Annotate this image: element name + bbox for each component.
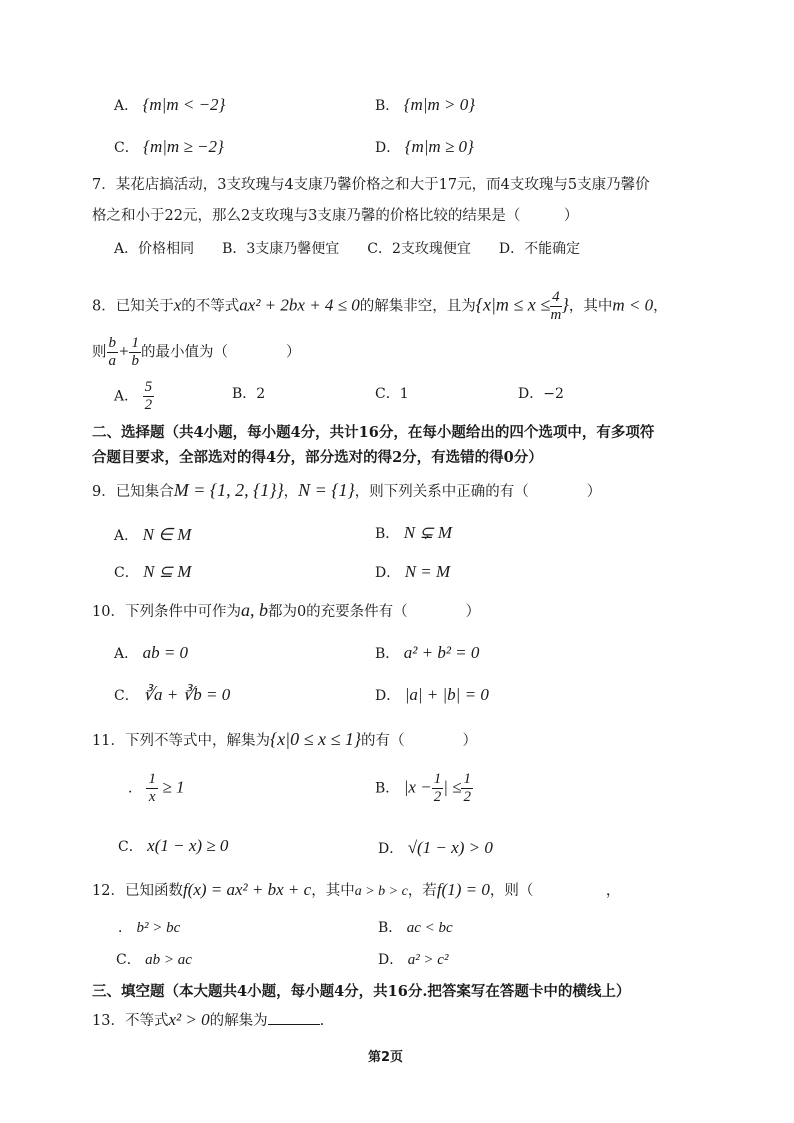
q11-option-b [375, 772, 473, 805]
q13-pre: 13．不等式 [92, 1013, 169, 1029]
q8-option-a [114, 380, 154, 413]
q10-vars: a, b [240, 600, 268, 620]
q8-plus: + [118, 341, 130, 361]
q11-option-c [118, 836, 228, 857]
q11-b-num: 1 [433, 771, 442, 787]
q11-option-b-label: B． [375, 780, 400, 797]
q10-option-a-label: A． [114, 646, 139, 662]
q12-pre: 12．已知函数 [92, 883, 183, 899]
q8-pre: 8．已知关于 [92, 298, 174, 315]
q12-option-c-math: ab > ac [145, 952, 192, 968]
q11-a-num: 1 [148, 771, 156, 787]
q11-a-rest: ≥ 1 [162, 777, 185, 797]
q9-option-a-label: A． [114, 528, 139, 544]
q8-a-num: 5 [144, 379, 153, 395]
q11-set: {x|0 ≤ x ≤ 1} [269, 729, 362, 749]
q8-option-a-fraction [143, 380, 155, 413]
q8-option-c: C．1 [375, 386, 409, 402]
q12-option-b-math: ac < bc [406, 920, 453, 936]
q8-comma: ， [653, 298, 668, 315]
q6-option-b-math: {m|m > 0} [403, 95, 476, 114]
q9-option-c-label: C． [114, 565, 139, 581]
q11-b-pre: |x − [403, 777, 432, 797]
q10-option-b [375, 643, 479, 664]
q11-b-num2: 1 [463, 771, 471, 787]
q9-option-d-label: D． [375, 565, 401, 581]
q6-option-b [375, 95, 475, 116]
q9-sep: ， [283, 484, 299, 500]
q12-option-d-math: a² > c² [407, 952, 449, 968]
q11-option-d [378, 838, 493, 859]
q8-stem-line2 [92, 336, 300, 369]
q8-f2-den: b [131, 353, 139, 369]
q8-a-den: 2 [144, 397, 153, 413]
q8-inequality: ax² + 2bx + 4 ≤ 0 [239, 295, 360, 315]
q8-line2-pre: 则 [92, 344, 107, 361]
q12-option-d-label: D． [378, 952, 404, 968]
q6-option-d-math: {m|m ≥ 0} [404, 137, 474, 156]
q10-stem [92, 600, 480, 623]
q9-option-d-math: N = M [404, 562, 451, 581]
q12-option-b-label: B． [378, 920, 403, 936]
q10-option-a-math: ab = 0 [142, 643, 189, 662]
q11-option-c-math: x(1 − x) ≥ 0 [147, 836, 229, 855]
q11-option-c-label: C． [118, 839, 143, 855]
q11-option-d-label: D． [378, 841, 404, 857]
q13-end: . [319, 1013, 325, 1029]
q8-fraction-1-over-b [129, 336, 141, 369]
q6-option-a-math: {m|m < −2} [142, 95, 226, 114]
q10-post: 都为0的充要条件有（ ） [267, 604, 481, 620]
section2-heading-line2: 合题目要求，全部选对的得4分，部分选对的得2分，有选错的得0分） [92, 449, 543, 466]
q6-option-c-math: {m|m ≥ −2} [143, 137, 224, 156]
q12-mid: ，其中 [311, 883, 355, 899]
q8-f2-num: 1 [131, 335, 139, 351]
q12-condition2: f(1) = 0 [436, 880, 490, 899]
q6-option-b-label: B． [375, 98, 400, 114]
q10-pre: 10．下列条件中可作为 [92, 604, 241, 620]
q9-option-b [375, 523, 452, 544]
q7-options: A．价格相同 B．3支康乃馨便宜 C．2支玫瑰便宜 D．不能确定 [114, 241, 581, 257]
q8-set-fraction [550, 290, 562, 323]
q8-mid: 的不等式 [181, 298, 240, 315]
q10-option-d-math: |a| + |b| = 0 [404, 685, 489, 704]
q11-pre: 11．下列不等式中，解集为 [92, 733, 270, 749]
q12-option-a-math: b² > bc [136, 920, 181, 936]
q11-b-fraction [432, 772, 444, 805]
q8-frac-den: m [550, 307, 562, 323]
q8-line2-post: 的最小值为（ ） [140, 344, 301, 361]
q6-option-c-label: C． [114, 140, 139, 156]
q10-option-c [114, 685, 230, 706]
page-number: 第2页 [368, 1050, 404, 1065]
q6-option-d-label: D． [375, 140, 401, 156]
q12-option-c [116, 950, 192, 970]
q8-mid2: 的解集非空，且为 [359, 298, 476, 315]
q13-stem [92, 1010, 324, 1032]
q6-option-a [114, 95, 225, 116]
q9-set-n: N = {1} [298, 480, 355, 500]
q9-option-c [114, 562, 191, 583]
q10-option-c-label: C． [114, 688, 139, 704]
q8-f1-num: b [108, 335, 116, 351]
q8-f1-den: a [108, 353, 116, 369]
q8-condition: m < 0 [612, 295, 654, 315]
q8-option-d: D．−2 [518, 386, 564, 402]
q12-option-c-label: C． [116, 952, 141, 968]
q9-option-a [114, 525, 191, 546]
q7-stem-line2: 格之和小于22元，那么2支玫瑰与3支康乃馨的价格比较的结果是（ ） [92, 208, 579, 224]
q9-post: ，则下列关系中正确的有（ ） [354, 484, 602, 500]
q12-stem [92, 880, 620, 902]
q6-option-c [114, 137, 224, 158]
q9-set-m: M = {1, 2, {1}} [173, 480, 284, 500]
q10-option-a [114, 643, 188, 664]
q8-set-right: } [561, 294, 569, 315]
q13-inequality: x² > 0 [168, 1010, 210, 1029]
q8-set-left: {x|m ≤ x ≤ [475, 294, 551, 315]
q10-option-d-label: D． [375, 688, 401, 704]
q11-post: 的有（ ） [361, 733, 478, 749]
q11-stem [92, 729, 477, 752]
q12-function: f(x) = ax² + bx + c [182, 880, 312, 899]
q12-option-d [378, 950, 448, 970]
q11-b-den2: 2 [463, 789, 471, 805]
q10-option-c-math: ∛a + ∛b = 0 [143, 685, 231, 704]
q9-option-d [375, 562, 450, 583]
q8-tail: ，其中 [568, 298, 613, 315]
q12-mid2: ，若 [407, 883, 437, 899]
q11-option-a-label: ． [128, 780, 142, 797]
q9-stem [92, 480, 601, 503]
q8-stem-line1 [92, 290, 668, 323]
q11-option-a-fraction [146, 772, 158, 805]
q10-option-d [375, 685, 489, 706]
q6-option-a-label: A． [114, 98, 139, 114]
q12-option-b [378, 918, 453, 938]
q8-var: x [173, 295, 182, 315]
q12-option-a-label: ． [118, 920, 132, 936]
q13-answer-blank [268, 1010, 320, 1025]
q9-option-c-math: N ⊆ M [143, 562, 192, 581]
q10-option-b-label: B． [375, 646, 400, 662]
q8-frac-num: 4 [552, 289, 560, 305]
q9-option-b-label: B． [375, 526, 400, 542]
section2-heading-line1: 二、选择题（共4小题，每小题4分，共计16分，在每小题给出的四个选项中，有多项符 [92, 424, 655, 441]
q7-stem-line1: 7．某花店搞活动，3支玫瑰与4支康乃馨价格之和大于17元，而4支玫瑰与5支康乃馨价 [92, 177, 650, 193]
q8-option-a-label: A． [114, 388, 139, 405]
q9-pre: 9．已知集合 [92, 484, 174, 500]
q9-option-b-math: N ⊊ M [403, 523, 452, 542]
q11-option-a [128, 772, 185, 805]
q8-fraction-b-over-a [107, 336, 119, 369]
q12-post: ，则（ ， [489, 883, 621, 899]
q11-b-den: 2 [433, 789, 442, 805]
q11-b-fraction2 [461, 772, 473, 805]
q6-option-d [375, 137, 474, 158]
q9-option-a-math: N ∈ M [142, 525, 192, 544]
q11-b-mid: | ≤ [443, 777, 462, 797]
q12-condition: a > b > c [354, 884, 408, 899]
q12-option-a [118, 918, 180, 938]
q11-option-d-math: √(1 − x) > 0 [407, 838, 493, 857]
q8-option-b: B．2 [232, 386, 266, 402]
section3-heading: 三、填空题（本大题共4小题，每小题4分，共16分.把答案写在答题卡中的横线上） [92, 983, 631, 1000]
q10-option-b-math: a² + b² = 0 [403, 643, 480, 662]
q11-a-den: x [148, 789, 156, 805]
q13-post: 的解集为 [209, 1013, 268, 1029]
